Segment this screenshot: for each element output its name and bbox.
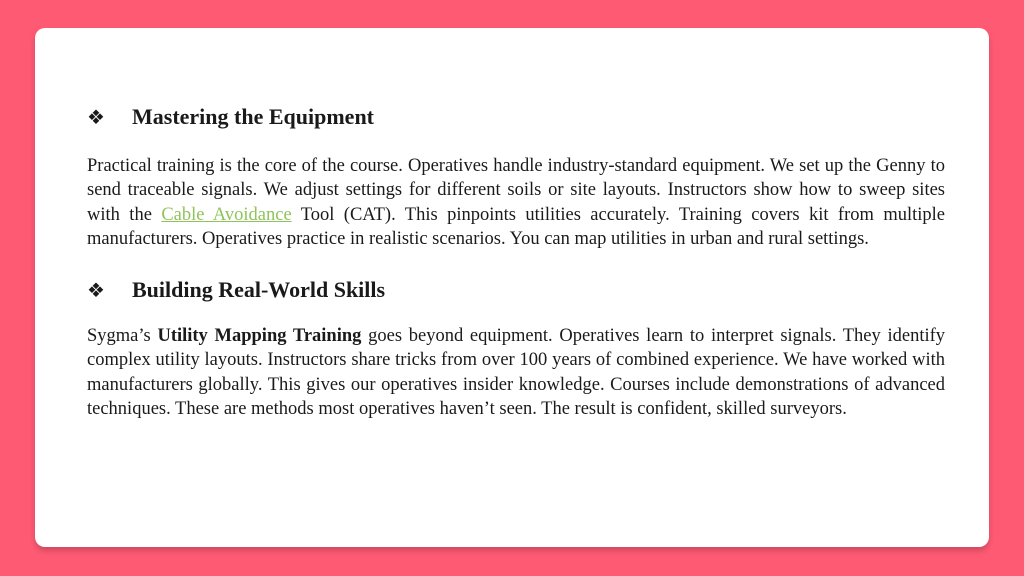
content-area xyxy=(87,102,945,421)
content-card xyxy=(35,28,989,547)
paragraph-text: Tool (CAT). This pinpoints utilities accurately. Training covers kit from multiple manufacturers. Operatives practice in realistic scenarios. You can map utilities in urban and rural settings. xyxy=(87,204,945,249)
paragraph-text: goes beyond equipment. Operatives learn to interpret signals. They identify complex utility layouts. Instructors share tricks from over 100 years of combined experience. We have worked with manufacturers globally. This gives our operatives insider knowledge. Courses include demonstrations of advanced techniques. These are methods most operatives haven’t seen. The result is confident, skilled surveyors. xyxy=(87,326,946,420)
bold-course-name: Utility Mapping Training xyxy=(157,326,362,347)
paragraph-skills xyxy=(87,324,945,421)
paragraph-text: Sygma’s xyxy=(87,326,158,347)
heading-text: Mastering the Equipment xyxy=(132,104,374,129)
section-heading-equipment xyxy=(87,102,945,132)
paragraph-text: Practical training is the core of the course. Operatives handle industry-standard equipment. We set up the Genny to send traceable signals. We adjust settings for different soils or site layouts. Instructors show how to sweep sites with the xyxy=(87,156,945,225)
heading-text: Building Real-World Skills xyxy=(132,277,386,303)
diamond-bullet-icon: ❖ xyxy=(87,278,105,303)
cable-avoidance-link[interactable]: Cable Avoidance xyxy=(161,204,292,225)
paragraph-equipment xyxy=(87,154,945,251)
diamond-bullet-icon: ❖ xyxy=(87,105,105,129)
section-heading-skills xyxy=(87,275,945,305)
